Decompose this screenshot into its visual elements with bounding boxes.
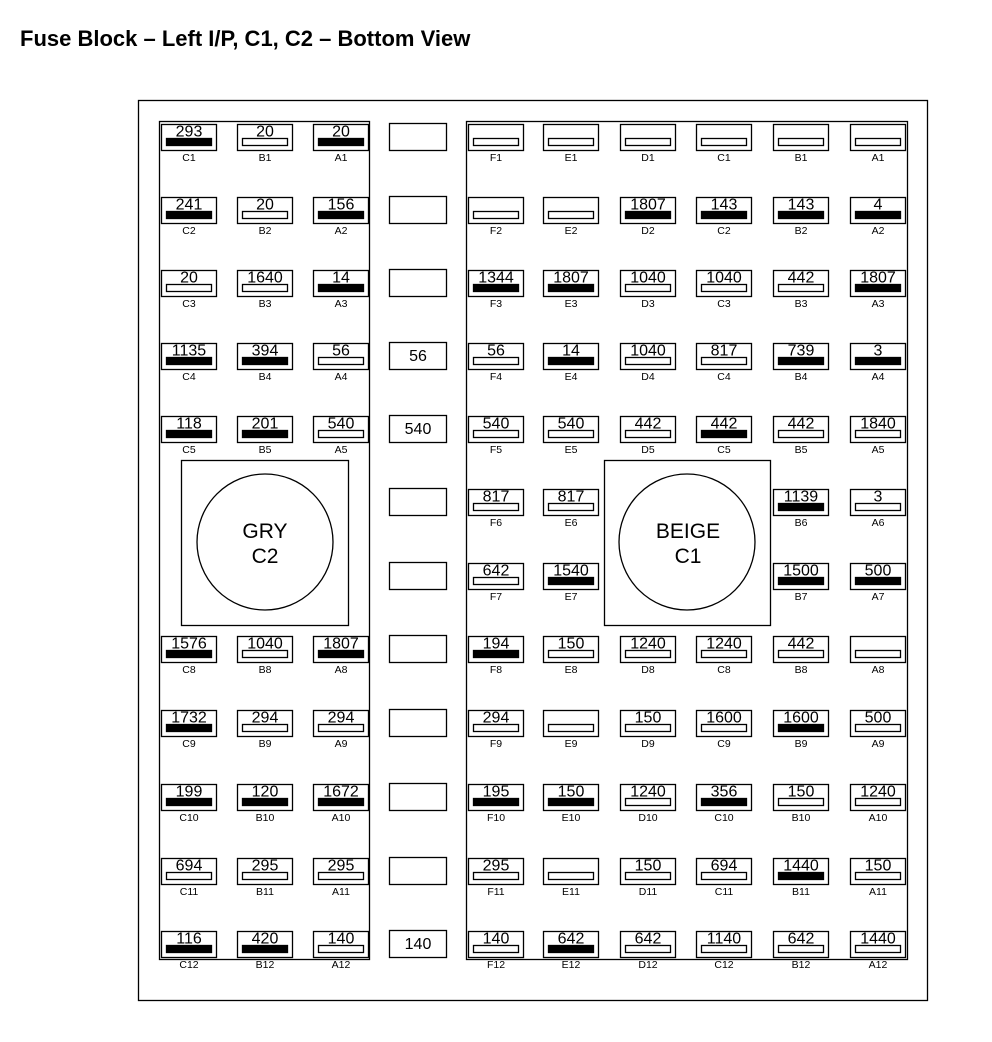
- c1-pin-d2-circuit: 1807: [630, 196, 666, 214]
- c1-pin-c12-label: C12: [714, 959, 734, 971]
- c1-pin-e4-circuit: 14: [562, 342, 580, 360]
- c1-pin-c9-label: C9: [717, 738, 731, 750]
- c2-pin-b3-label: B3: [258, 298, 272, 310]
- c1-pin-c11-label: C11: [714, 886, 734, 898]
- c1-pin-a4-circuit: 3: [873, 342, 883, 360]
- c1-pin-e8-circuit: 150: [557, 635, 585, 653]
- c1-pin-f2-cell: [469, 198, 524, 224]
- c2-pin-c12-circuit: 116: [176, 930, 202, 948]
- c1-pin-e9-terminal-light: [549, 725, 594, 732]
- c2-pin-b5-label: B5: [258, 444, 272, 456]
- c2-pin-a3-label: A3: [334, 298, 348, 310]
- c2-pin-b11-circuit: 295: [251, 857, 279, 875]
- c1-pin-f9-circuit: 294: [482, 709, 510, 727]
- c1-pin-c8-circuit: 1240: [706, 635, 742, 653]
- c1-pin-c12-circuit: 1140: [706, 930, 742, 948]
- middle-fuse-4-circuit: 56: [409, 348, 427, 365]
- c1-pin-e3-label: E3: [564, 298, 578, 310]
- c1-pin-c8-label: C8: [717, 664, 731, 676]
- c1-pin-b8-circuit: 442: [787, 635, 815, 653]
- c2-pin-b4-circuit: 394: [251, 342, 279, 360]
- c1-pin-c4-circuit: 817: [710, 342, 738, 360]
- c1-pin-d5-circuit: 442: [634, 415, 662, 433]
- c2-pin-a4-label: A4: [334, 371, 348, 383]
- c1-pin-c1-cell: [697, 125, 752, 151]
- c1-pin-e8-label: E8: [564, 664, 578, 676]
- c1-pin-a12-circuit: 1440: [860, 930, 896, 948]
- middle-fuse-1: [390, 124, 447, 151]
- c1-pin-e2-cell: [544, 198, 599, 224]
- c2-pin-c3-label: C3: [182, 298, 196, 310]
- c1-pin-f7-circuit: 642: [482, 562, 510, 580]
- c1-pin-a10-label: A10: [868, 812, 888, 824]
- c1-pin-f1-terminal-light: [474, 139, 519, 146]
- c1-pin-e9-cell: [544, 711, 599, 737]
- c1-pin-e11-terminal-light: [549, 873, 594, 880]
- c1-pin-f5-label: F5: [489, 444, 503, 456]
- c1-pin-c9-circuit: 1600: [706, 709, 742, 727]
- c1-pin-a11-circuit: 150: [864, 857, 892, 875]
- c1-pin-a3-label: A3: [871, 298, 885, 310]
- c1-pin-e6-label: E6: [564, 517, 578, 529]
- c1-pin-a4-label: A4: [871, 371, 885, 383]
- c2-pin-a8-label: A8: [334, 664, 348, 676]
- c2-pin-b5-circuit: 201: [251, 415, 279, 433]
- c1-pin-a5-circuit: 1840: [860, 415, 896, 433]
- c2-pin-c11-circuit: 694: [175, 857, 203, 875]
- c1-pin-a5-label: A5: [871, 444, 885, 456]
- c1-pin-f2-terminal-light: [474, 212, 519, 219]
- c1-pin-e4-label: E4: [564, 371, 578, 383]
- c2-pin-b10-label: B10: [255, 812, 275, 824]
- c2-pin-a2-circuit: 156: [327, 196, 355, 214]
- c2-pin-c1-label: C1: [182, 152, 196, 164]
- c1-pin-f4-circuit: 56: [487, 342, 505, 360]
- c1-pin-e10-label: E10: [561, 812, 581, 824]
- c1-pin-d1-cell: [621, 125, 676, 151]
- c2-pin-c4-label: C4: [182, 371, 196, 383]
- c1-pin-c5-label: C5: [717, 444, 731, 456]
- c1-pin-e11-cell: [544, 859, 599, 885]
- c1-pin-b1-label: B1: [794, 152, 808, 164]
- c1-pin-e7-circuit: 1540: [553, 562, 589, 580]
- c1-pin-f8-circuit: 194: [482, 635, 510, 653]
- c1-pin-e1-label: E1: [564, 152, 578, 164]
- c1-pin-b2-circuit: 143: [787, 196, 815, 214]
- c2-pin-c1-circuit: 293: [175, 123, 203, 141]
- c1-pin-f2-label: F2: [489, 225, 503, 237]
- c1-pin-c11-circuit: 694: [710, 857, 738, 875]
- c1-pin-a11-label: A11: [869, 886, 887, 898]
- c1-pin-e1-cell: [544, 125, 599, 151]
- c2-pin-c2-circuit: 241: [175, 196, 203, 214]
- c1-pin-a12-label: A12: [868, 959, 888, 971]
- c2-pin-b1-circuit: 20: [256, 123, 274, 141]
- c1-pin-b10-circuit: 150: [787, 783, 815, 801]
- c1-pin-c2-circuit: 143: [710, 196, 738, 214]
- c1-pin-e3-circuit: 1807: [553, 269, 589, 287]
- c1-pin-f12-circuit: 140: [482, 930, 510, 948]
- c1-pin-b12-circuit: 642: [787, 930, 815, 948]
- c2-pin-c3-circuit: 20: [180, 269, 198, 287]
- c1-pin-e2-label: E2: [564, 225, 578, 237]
- c1-pin-a7-label: A7: [871, 591, 885, 603]
- c2-pin-c2-label: C2: [182, 225, 196, 237]
- c1-pin-c3-circuit: 1040: [706, 269, 742, 287]
- c2-pin-c8-circuit: 1576: [171, 635, 207, 653]
- c1-pin-b7-label: B7: [794, 591, 808, 603]
- c1-pin-b7-circuit: 1500: [783, 562, 819, 580]
- c1-pin-d12-circuit: 642: [634, 930, 662, 948]
- c1-pin-a1-label: A1: [871, 152, 885, 164]
- c2-pin-b10-circuit: 120: [251, 783, 279, 801]
- c2-pin-a11-circuit: 295: [327, 857, 355, 875]
- c2-pin-a9-label: A9: [334, 738, 348, 750]
- c2-pin-a4-circuit: 56: [332, 342, 350, 360]
- c2-pin-b11-label: B11: [256, 886, 274, 898]
- c1-pin-e1-terminal-light: [549, 139, 594, 146]
- c1-pin-c1-label: C1: [717, 152, 731, 164]
- c1-pin-f9-label: F9: [489, 738, 503, 750]
- c1-pin-b8-label: B8: [794, 664, 808, 676]
- c1-pin-a3-circuit: 1807: [860, 269, 896, 287]
- middle-fuse-10: [390, 784, 447, 811]
- c2-pin-a1-circuit: 20: [332, 123, 350, 141]
- c2-pin-c4-circuit: 1135: [171, 342, 207, 360]
- c1-pin-b4-circuit: 739: [787, 342, 815, 360]
- c1-pin-c5-circuit: 442: [710, 415, 738, 433]
- c1-pin-a6-label: A6: [871, 517, 885, 529]
- c2-label-panel: [182, 461, 349, 626]
- c1-pin-a8-label: A8: [871, 664, 885, 676]
- c2-label-line-2: C2: [251, 545, 279, 568]
- c1-pin-f1-label: F1: [489, 152, 503, 164]
- c1-pin-a10-circuit: 1240: [860, 783, 896, 801]
- c1-pin-b6-label: B6: [794, 517, 808, 529]
- c1-pin-b5-circuit: 442: [787, 415, 815, 433]
- c1-label-line-2: C1: [674, 545, 702, 568]
- c1-pin-b9-circuit: 1600: [783, 709, 819, 727]
- c1-pin-c1-terminal-light: [702, 139, 747, 146]
- c1-label-panel: [605, 461, 771, 626]
- c1-pin-f10-label: F10: [486, 812, 506, 824]
- c2-pin-a5-label: A5: [334, 444, 348, 456]
- c2-pin-a3-circuit: 14: [332, 269, 350, 287]
- middle-fuse-5-circuit: 540: [404, 421, 432, 438]
- c1-pin-a8-cell: [851, 637, 906, 663]
- c2-pin-a12-label: A12: [331, 959, 351, 971]
- c1-pin-e10-circuit: 150: [557, 783, 585, 801]
- c1-pin-f3-circuit: 1344: [478, 269, 514, 287]
- c1-pin-e5-circuit: 540: [557, 415, 585, 433]
- c1-pin-d5-label: D5: [641, 444, 655, 456]
- c1-pin-f6-circuit: 817: [482, 488, 510, 506]
- c2-pin-c12-label: C12: [179, 959, 199, 971]
- c2-pin-b12-circuit: 420: [251, 930, 279, 948]
- c2-label-line-1: GRY: [242, 520, 288, 543]
- c1-pin-e11-label: E11: [562, 886, 580, 898]
- c1-pin-f6-label: F6: [489, 517, 503, 529]
- c1-pin-f11-circuit: 295: [482, 857, 510, 875]
- c1-pin-f8-label: F8: [489, 664, 503, 676]
- c1-pin-e7-label: E7: [564, 591, 578, 603]
- c1-pin-a8-terminal-light: [856, 651, 901, 658]
- c2-pin-b9-label: B9: [258, 738, 272, 750]
- c1-pin-b5-label: B5: [794, 444, 808, 456]
- middle-fuse-11: [390, 858, 447, 885]
- c1-pin-a1-cell: [851, 125, 906, 151]
- c2-pin-c5-circuit: 118: [176, 415, 202, 433]
- c1-pin-a2-circuit: 4: [873, 196, 883, 214]
- c1-pin-b3-label: B3: [794, 298, 808, 310]
- c1-pin-f4-label: F4: [489, 371, 503, 383]
- c1-pin-b2-label: B2: [794, 225, 808, 237]
- middle-fuse-8: [390, 636, 447, 663]
- c1-pin-d1-label: D1: [641, 152, 655, 164]
- c1-pin-b1-cell: [774, 125, 829, 151]
- c1-pin-f10-circuit: 195: [482, 783, 510, 801]
- c1-pin-a9-label: A9: [871, 738, 885, 750]
- c2-pin-a1-label: A1: [334, 152, 348, 164]
- c2-pin-a10-label: A10: [331, 812, 351, 824]
- c1-pin-d10-label: D10: [638, 812, 658, 824]
- c1-pin-d9-label: D9: [641, 738, 655, 750]
- middle-fuse-12-circuit: 140: [404, 936, 432, 953]
- c2-pin-b2-circuit: 20: [256, 196, 274, 214]
- c1-pin-f7-label: F7: [489, 591, 503, 603]
- c1-pin-d8-label: D8: [641, 664, 655, 676]
- c2-pin-a9-circuit: 294: [327, 709, 355, 727]
- c2-pin-b3-circuit: 1640: [247, 269, 283, 287]
- c1-pin-a6-circuit: 3: [873, 488, 883, 506]
- c1-pin-d12-label: D12: [638, 959, 658, 971]
- c1-pin-b6-circuit: 1139: [783, 488, 819, 506]
- c1-pin-d1-terminal-light: [626, 139, 671, 146]
- c1-pin-b11-circuit: 1440: [783, 857, 819, 875]
- c2-pin-c10-label: C10: [179, 812, 199, 824]
- c1-pin-f1-cell: [469, 125, 524, 151]
- c1-pin-d11-label: D11: [638, 886, 658, 898]
- c2-pin-b2-label: B2: [258, 225, 272, 237]
- c1-pin-d2-label: D2: [641, 225, 655, 237]
- middle-fuse-3: [390, 270, 447, 297]
- c2-pin-a2-label: A2: [334, 225, 348, 237]
- c1-pin-d10-circuit: 1240: [630, 783, 666, 801]
- c1-pin-d4-label: D4: [641, 371, 655, 383]
- c2-pin-b4-label: B4: [258, 371, 272, 383]
- page-title: Fuse Block – Left I/P, C1, C2 – Bottom View: [20, 26, 471, 51]
- c1-pin-f11-label: F11: [487, 886, 505, 898]
- c1-pin-a1-terminal-light: [856, 139, 901, 146]
- c2-pin-b12-label: B12: [255, 959, 275, 971]
- c1-pin-b11-label: B11: [792, 886, 810, 898]
- c1-pin-d4-circuit: 1040: [630, 342, 666, 360]
- c2-pin-b8-circuit: 1040: [247, 635, 283, 653]
- c2-pin-c10-circuit: 199: [175, 783, 203, 801]
- c1-pin-b4-label: B4: [794, 371, 808, 383]
- c1-pin-c3-label: C3: [717, 298, 731, 310]
- c1-pin-c2-label: C2: [717, 225, 731, 237]
- c2-pin-a10-circuit: 1672: [323, 783, 359, 801]
- c2-pin-c9-label: C9: [182, 738, 196, 750]
- c2-pin-c9-circuit: 1732: [171, 709, 207, 727]
- c1-label-line-1: BEIGE: [655, 520, 721, 543]
- c2-pin-a8-circuit: 1807: [323, 635, 359, 653]
- c1-pin-a9-circuit: 500: [864, 709, 892, 727]
- c1-pin-e2-terminal-light: [549, 212, 594, 219]
- c1-pin-c10-label: C10: [714, 812, 734, 824]
- c1-pin-e12-label: E12: [561, 959, 581, 971]
- c2-pin-c11-label: C11: [179, 886, 199, 898]
- c2-pin-b8-label: B8: [258, 664, 272, 676]
- c2-pin-b1-label: B1: [258, 152, 272, 164]
- c1-pin-b1-terminal-light: [779, 139, 824, 146]
- c1-pin-b10-label: B10: [791, 812, 811, 824]
- c1-pin-e6-circuit: 817: [557, 488, 585, 506]
- c1-pin-d11-circuit: 150: [634, 857, 662, 875]
- c1-pin-d3-label: D3: [641, 298, 655, 310]
- c2-pin-b9-circuit: 294: [251, 709, 279, 727]
- middle-fuse-6: [390, 489, 447, 516]
- c2-pin-c5-label: C5: [182, 444, 196, 456]
- c1-pin-e12-circuit: 642: [557, 930, 585, 948]
- c1-pin-e9-label: E9: [564, 738, 578, 750]
- c1-pin-f3-label: F3: [489, 298, 503, 310]
- middle-fuse-7: [390, 563, 447, 590]
- c1-pin-c4-label: C4: [717, 371, 731, 383]
- c2-pin-a5-circuit: 540: [327, 415, 355, 433]
- c1-pin-b12-label: B12: [791, 959, 811, 971]
- c1-pin-f12-label: F12: [486, 959, 506, 971]
- c1-pin-d9-circuit: 150: [634, 709, 662, 727]
- c1-pin-c10-circuit: 356: [710, 783, 738, 801]
- c1-pin-e5-label: E5: [564, 444, 578, 456]
- c1-pin-d8-circuit: 1240: [630, 635, 666, 653]
- middle-fuse-2: [390, 197, 447, 224]
- c1-pin-f5-circuit: 540: [482, 415, 510, 433]
- c2-pin-c8-label: C8: [182, 664, 196, 676]
- c1-pin-a7-circuit: 500: [864, 562, 892, 580]
- c2-pin-a12-circuit: 140: [327, 930, 355, 948]
- c1-pin-b3-circuit: 442: [787, 269, 815, 287]
- c1-pin-a2-label: A2: [871, 225, 885, 237]
- middle-fuse-9: [390, 710, 447, 737]
- c1-pin-d3-circuit: 1040: [630, 269, 666, 287]
- c1-pin-b9-label: B9: [794, 738, 808, 750]
- c2-pin-a11-label: A11: [332, 886, 350, 898]
